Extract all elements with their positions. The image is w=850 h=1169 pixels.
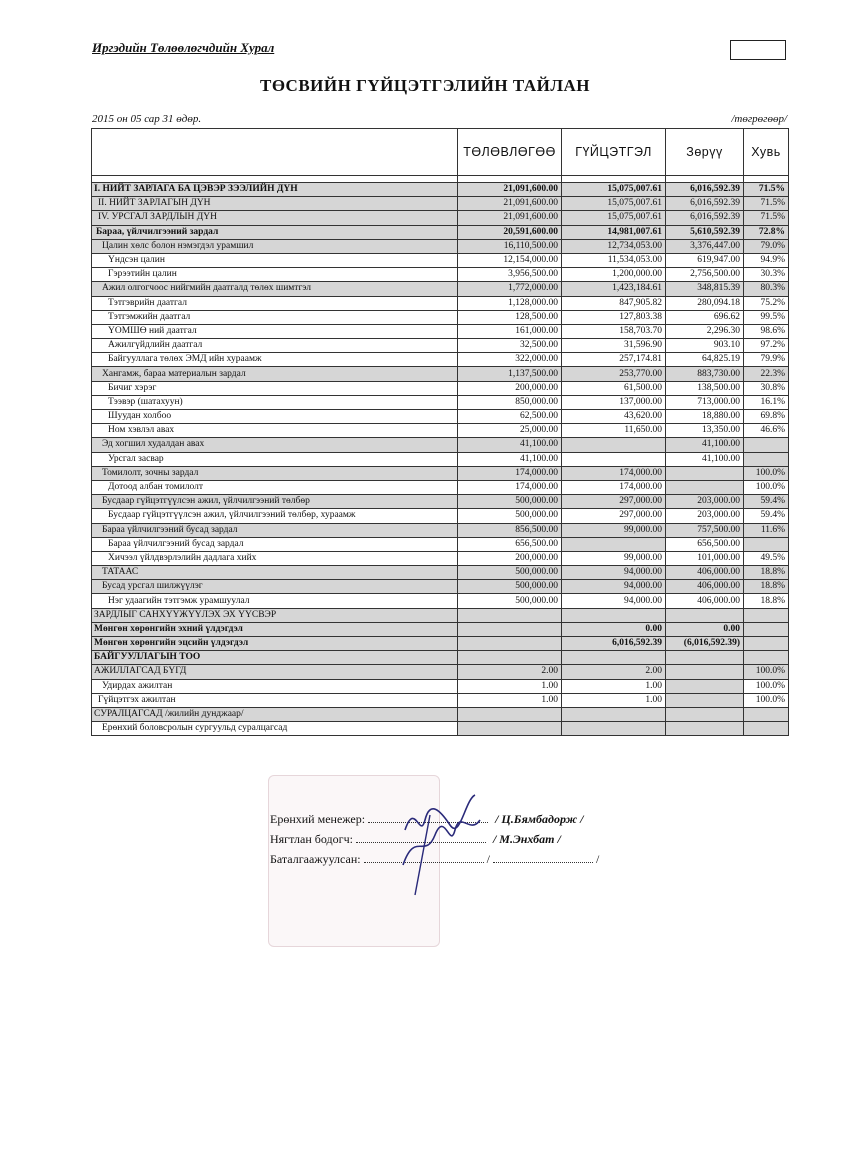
cell-actual: 0.00	[562, 622, 666, 636]
cell-diff	[666, 722, 744, 736]
cell-actual: 31,596.90	[562, 339, 666, 353]
row-label: Бичиг хэрэг	[92, 381, 458, 395]
row-label: АЖИЛЛАГСАД БҮГД	[92, 665, 458, 679]
cell-plan: 656,500.00	[458, 537, 562, 551]
table-row	[92, 452, 789, 466]
cell-actual: 253,770.00	[562, 367, 666, 381]
cell-diff: 656,500.00	[666, 537, 744, 551]
cell-plan: 856,500.00	[458, 523, 562, 537]
cell-plan: 21,091,600.00	[458, 211, 562, 225]
cell-actual: 14,981,007.61	[562, 225, 666, 239]
accountant-name: / М.Энхбат /	[492, 832, 561, 846]
cell-plan	[458, 651, 562, 665]
cell-actual: 1,423,184.61	[562, 282, 666, 296]
cell-pct: 79.9%	[744, 353, 789, 367]
cell-plan: 128,500.00	[458, 310, 562, 324]
cell-diff: 203,000.00	[666, 509, 744, 523]
cell-actual: 94,000.00	[562, 594, 666, 608]
column-header-plan: ТӨЛӨВЛӨГӨӨ	[458, 129, 562, 176]
cell-plan: 500,000.00	[458, 509, 562, 523]
cell-plan	[458, 707, 562, 721]
cell-diff: 6,016,592.39	[666, 183, 744, 197]
row-label: Хангамж, бараа материалын зардал	[92, 367, 458, 381]
row-label: Нэг удаагийн тэтгэмж урамшуулал	[92, 594, 458, 608]
cell-plan: 200,000.00	[458, 381, 562, 395]
cell-diff: 696.62	[666, 310, 744, 324]
table-row	[92, 523, 789, 537]
header-spacer	[92, 176, 789, 183]
cell-diff: 406,000.00	[666, 594, 744, 608]
row-label: Бараа үйлчилгээний бусад зардал	[92, 523, 458, 537]
cell-diff	[666, 707, 744, 721]
cell-pct: 59.4%	[744, 495, 789, 509]
cell-plan: 1,128,000.00	[458, 296, 562, 310]
table-row	[92, 651, 789, 665]
budget-execution-table	[91, 128, 789, 736]
cell-pct	[744, 452, 789, 466]
column-header-actual: ГҮЙЦЭТГЭЛ	[562, 129, 666, 176]
cell-plan: 21,091,600.00	[458, 183, 562, 197]
cell-pct: 100.0%	[744, 466, 789, 480]
row-label: Бусдаар гүйцэтгүүлсэн ажил, үйлчилгээний төлбөр	[92, 495, 458, 509]
cell-plan: 62,500.00	[458, 410, 562, 424]
cell-pct: 98.6%	[744, 324, 789, 338]
cell-pct: 30.8%	[744, 381, 789, 395]
cell-actual	[562, 438, 666, 452]
table-row	[92, 665, 789, 679]
manager-label: Ерөнхий менежер:	[270, 812, 366, 826]
row-label: Мөнгөн хөрөнгийн эхний үлдэгдэл	[92, 622, 458, 636]
cell-plan: 322,000.00	[458, 353, 562, 367]
cell-pct	[744, 722, 789, 736]
table-row	[92, 637, 789, 651]
cell-actual: 94,000.00	[562, 580, 666, 594]
table-row	[92, 395, 789, 409]
row-label: СУРАЛЦАГСАД /жилийн дунджаар/	[92, 707, 458, 721]
cell-actual: 94,000.00	[562, 566, 666, 580]
row-label: Тэтгэмжийн даатгал	[92, 310, 458, 324]
table-row	[92, 211, 789, 225]
cell-pct: 71.5%	[744, 211, 789, 225]
cell-pct: 18.8%	[744, 566, 789, 580]
table-row	[92, 296, 789, 310]
cell-actual: 11,650.00	[562, 424, 666, 438]
cell-actual: 257,174.81	[562, 353, 666, 367]
table-row	[92, 197, 789, 211]
cell-actual: 847,905.82	[562, 296, 666, 310]
cell-diff: 5,610,592.39	[666, 225, 744, 239]
cell-diff: 13,350.00	[666, 424, 744, 438]
table-row	[92, 424, 789, 438]
cell-diff	[666, 651, 744, 665]
cell-diff: 280,094.18	[666, 296, 744, 310]
cell-pct: 18.8%	[744, 580, 789, 594]
table-row	[92, 410, 789, 424]
cell-actual: 1.00	[562, 679, 666, 693]
cell-pct: 94.9%	[744, 253, 789, 267]
row-label: Бусад урсгал шилжүүлэг	[92, 580, 458, 594]
table-row	[92, 693, 789, 707]
cell-plan: 161,000.00	[458, 324, 562, 338]
table-row	[92, 438, 789, 452]
row-label: Тээвэр (шатахуун)	[92, 395, 458, 409]
cell-diff: 41,100.00	[666, 452, 744, 466]
table-row	[92, 353, 789, 367]
cell-diff	[666, 480, 744, 494]
cell-pct: 99.5%	[744, 310, 789, 324]
table-row	[92, 566, 789, 580]
cell-actual: 174,000.00	[562, 480, 666, 494]
cell-pct: 100.0%	[744, 665, 789, 679]
cell-plan: 200,000.00	[458, 551, 562, 565]
cell-diff: 18,880.00	[666, 410, 744, 424]
cell-plan: 850,000.00	[458, 395, 562, 409]
cell-pct: 11.6%	[744, 523, 789, 537]
row-label: Шуудан холбоо	[92, 410, 458, 424]
cell-pct: 100.0%	[744, 480, 789, 494]
cell-actual: 61,500.00	[562, 381, 666, 395]
cell-actual	[562, 608, 666, 622]
cell-plan: 500,000.00	[458, 495, 562, 509]
cell-actual: 297,000.00	[562, 509, 666, 523]
cell-plan: 1,137,500.00	[458, 367, 562, 381]
cell-diff: 2,756,500.00	[666, 268, 744, 282]
cell-pct	[744, 707, 789, 721]
cell-pct: 59.4%	[744, 509, 789, 523]
cell-actual: 6,016,592.39	[562, 637, 666, 651]
cell-pct: 71.5%	[744, 197, 789, 211]
table-row	[92, 608, 789, 622]
row-label: Дотоод албан томилолт	[92, 480, 458, 494]
cell-actual: 158,703.70	[562, 324, 666, 338]
row-label: Ажилгүйдлийн даатгал	[92, 339, 458, 353]
cell-plan: 174,000.00	[458, 466, 562, 480]
document-number-box	[730, 40, 786, 60]
cell-diff	[666, 665, 744, 679]
cell-actual: 15,075,007.61	[562, 183, 666, 197]
row-label: Томилолт, зочны зардал	[92, 466, 458, 480]
row-label: Урсгал засвар	[92, 452, 458, 466]
cell-actual: 15,075,007.61	[562, 211, 666, 225]
column-header-diff: Зөрүү	[666, 129, 744, 176]
cell-diff: 41,100.00	[666, 438, 744, 452]
verified-close: /	[595, 852, 600, 866]
cell-diff	[666, 466, 744, 480]
table-row	[92, 480, 789, 494]
table-body	[92, 183, 789, 736]
cell-plan: 1.00	[458, 693, 562, 707]
table-row	[92, 580, 789, 594]
cell-diff: 203,000.00	[666, 495, 744, 509]
cell-pct	[744, 637, 789, 651]
cell-diff	[666, 679, 744, 693]
cell-actual: 1.00	[562, 693, 666, 707]
row-label: Ерөнхий боловсролын сургуульд суралцагсад	[92, 722, 458, 736]
row-label: Бараа үйлчилгээний бусад зардал	[92, 537, 458, 551]
cell-plan	[458, 622, 562, 636]
table-row	[92, 551, 789, 565]
row-label: Цалин хөлс болон нэмэгдэл урамшил	[92, 239, 458, 253]
cell-actual: 174,000.00	[562, 466, 666, 480]
row-label: Хичээл үйлдвэрлэлийн дадлага хийх	[92, 551, 458, 565]
cell-diff: 883,730.00	[666, 367, 744, 381]
row-label: Байгууллага төлөх ЭМД ийн хураамж	[92, 353, 458, 367]
table-row	[92, 509, 789, 523]
cell-plan: 21,091,600.00	[458, 197, 562, 211]
cell-pct: 18.8%	[744, 594, 789, 608]
cell-actual	[562, 537, 666, 551]
organization-name: Иргэдийн Төлөөлөгчдийн Хурал	[92, 40, 275, 55]
cell-plan: 1,772,000.00	[458, 282, 562, 296]
cell-diff	[666, 693, 744, 707]
cell-pct	[744, 651, 789, 665]
report-date: 2015 он 05 сар 31 өдөр.	[92, 113, 202, 125]
row-label: Ном хэвлэл авах	[92, 424, 458, 438]
row-label: ҮОМШӨ ний даатгал	[92, 324, 458, 338]
cell-diff: 6,016,592.39	[666, 197, 744, 211]
table-row	[92, 594, 789, 608]
table-row	[92, 707, 789, 721]
cell-diff: 348,815.39	[666, 282, 744, 296]
cell-pct: 79.0%	[744, 239, 789, 253]
cell-diff: 0.00	[666, 622, 744, 636]
row-label: Бараа, үйлчилгээний зардал	[92, 225, 458, 239]
row-label: БАЙГУУЛЛАГЫН ТОО	[92, 651, 458, 665]
table-row	[92, 253, 789, 267]
table-row	[92, 339, 789, 353]
cell-plan: 41,100.00	[458, 452, 562, 466]
cell-pct: 71.5%	[744, 183, 789, 197]
cell-pct: 97.2%	[744, 339, 789, 353]
cell-plan: 1.00	[458, 679, 562, 693]
cell-plan	[458, 637, 562, 651]
table-row	[92, 722, 789, 736]
cell-diff: 406,000.00	[666, 566, 744, 580]
cell-plan: 174,000.00	[458, 480, 562, 494]
cell-pct: 80.3%	[744, 282, 789, 296]
cell-plan: 3,956,500.00	[458, 268, 562, 282]
cell-plan	[458, 608, 562, 622]
row-label: Ажил олгогчоос нийгмийн даатгалд төлөх шимтгэл	[92, 282, 458, 296]
cell-diff: 713,000.00	[666, 395, 744, 409]
row-label: II. НИЙТ ЗАРЛАГЫН ДҮН	[92, 197, 458, 211]
row-label: Удирдах ажилтан	[92, 679, 458, 693]
row-label: Гүйцэтгэх ажилтан	[92, 693, 458, 707]
cell-actual: 2.00	[562, 665, 666, 679]
cell-plan: 20,591,600.00	[458, 225, 562, 239]
cell-diff: 903.10	[666, 339, 744, 353]
cell-pct	[744, 438, 789, 452]
row-label: Тэтгэврийн даатгал	[92, 296, 458, 310]
cell-actual: 297,000.00	[562, 495, 666, 509]
table-row	[92, 367, 789, 381]
column-header-pct: Хувь	[744, 129, 789, 176]
cell-pct: 49.5%	[744, 551, 789, 565]
currency-unit: /төгрөгөөр/	[731, 113, 787, 125]
cell-diff: 619,947.00	[666, 253, 744, 267]
cell-actual: 99,000.00	[562, 551, 666, 565]
table-row	[92, 183, 789, 197]
cell-diff: 3,376,447.00	[666, 239, 744, 253]
row-label: ЗАРДЛЫГ САНХҮҮЖҮҮЛЭХ ЭХ ҮҮСВЭР	[92, 608, 458, 622]
cell-diff: 2,296.30	[666, 324, 744, 338]
verified-open: /	[486, 852, 490, 866]
row-label: Мөнгөн хөрөнгийн эцсийн үлдэгдэл	[92, 637, 458, 651]
cell-diff: 64,825.19	[666, 353, 744, 367]
label-header	[92, 129, 458, 176]
table-row	[92, 679, 789, 693]
cell-actual: 137,000.00	[562, 395, 666, 409]
cell-plan: 500,000.00	[458, 594, 562, 608]
cell-pct: 100.0%	[744, 679, 789, 693]
cell-actual	[562, 707, 666, 721]
cell-pct	[744, 537, 789, 551]
cell-plan: 16,110,500.00	[458, 239, 562, 253]
cell-diff: 138,500.00	[666, 381, 744, 395]
cell-pct: 16.1%	[744, 395, 789, 409]
cell-pct: 72.8%	[744, 225, 789, 239]
cell-pct: 30.3%	[744, 268, 789, 282]
manager-name: / Ц.Бямбадорж /	[495, 812, 584, 826]
cell-pct	[744, 608, 789, 622]
row-label: Бусдаар гүйцэтгүүлсэн ажил, үйлчилгээний төлбөр, хураамж	[92, 509, 458, 523]
table-row	[92, 622, 789, 636]
cell-actual	[562, 452, 666, 466]
table-row	[92, 381, 789, 395]
table-row	[92, 239, 789, 253]
cell-plan: 41,100.00	[458, 438, 562, 452]
cell-pct	[744, 622, 789, 636]
row-label: Гэрээтийн цалин	[92, 268, 458, 282]
row-label: Эд хогшил худалдан авах	[92, 438, 458, 452]
table-row	[92, 268, 789, 282]
cell-diff: 406,000.00	[666, 580, 744, 594]
accountant-label: Нягтлан бодогч:	[270, 832, 353, 846]
table-row	[92, 310, 789, 324]
cell-diff: 757,500.00	[666, 523, 744, 537]
cell-pct: 75.2%	[744, 296, 789, 310]
table-row	[92, 324, 789, 338]
cell-actual	[562, 722, 666, 736]
cell-plan: 25,000.00	[458, 424, 562, 438]
handwritten-signature	[395, 790, 505, 900]
cell-plan: 500,000.00	[458, 566, 562, 580]
cell-actual: 15,075,007.61	[562, 197, 666, 211]
verified-label: Баталгаажуулсан:	[270, 852, 361, 866]
cell-actual: 12,734,053.00	[562, 239, 666, 253]
cell-plan	[458, 722, 562, 736]
table-row	[92, 537, 789, 551]
cell-actual	[562, 651, 666, 665]
cell-plan: 2.00	[458, 665, 562, 679]
row-label: Үндсэн цалин	[92, 253, 458, 267]
cell-diff: 6,016,592.39	[666, 211, 744, 225]
cell-pct: 69.8%	[744, 410, 789, 424]
table-header-row	[92, 129, 789, 176]
table-row	[92, 225, 789, 239]
cell-actual: 43,620.00	[562, 410, 666, 424]
cell-actual: 99,000.00	[562, 523, 666, 537]
row-label: ТАТААС	[92, 566, 458, 580]
report-title: ТӨСВИЙН ГҮЙЦЭТГЭЛИЙН ТАЙЛАН	[259, 76, 591, 95]
cell-actual: 1,200,000.00	[562, 268, 666, 282]
cell-pct: 100.0%	[744, 693, 789, 707]
cell-plan: 12,154,000.00	[458, 253, 562, 267]
cell-diff: 101,000.00	[666, 551, 744, 565]
table-row	[92, 495, 789, 509]
cell-diff	[666, 608, 744, 622]
cell-diff: (6,016,592.39)	[666, 637, 744, 651]
cell-actual: 127,803.38	[562, 310, 666, 324]
cell-plan: 500,000.00	[458, 580, 562, 594]
cell-actual: 11,534,053.00	[562, 253, 666, 267]
table-row	[92, 466, 789, 480]
row-label: IV. УРСГАЛ ЗАРДЛЫН ДҮН	[92, 211, 458, 225]
row-label: I. НИЙТ ЗАРЛАГА БА ЦЭВЭР ЗЭЭЛИЙН ДҮН	[92, 183, 458, 197]
cell-plan: 32,500.00	[458, 339, 562, 353]
cell-pct: 22.3%	[744, 367, 789, 381]
table-row	[92, 282, 789, 296]
cell-pct: 46.6%	[744, 424, 789, 438]
